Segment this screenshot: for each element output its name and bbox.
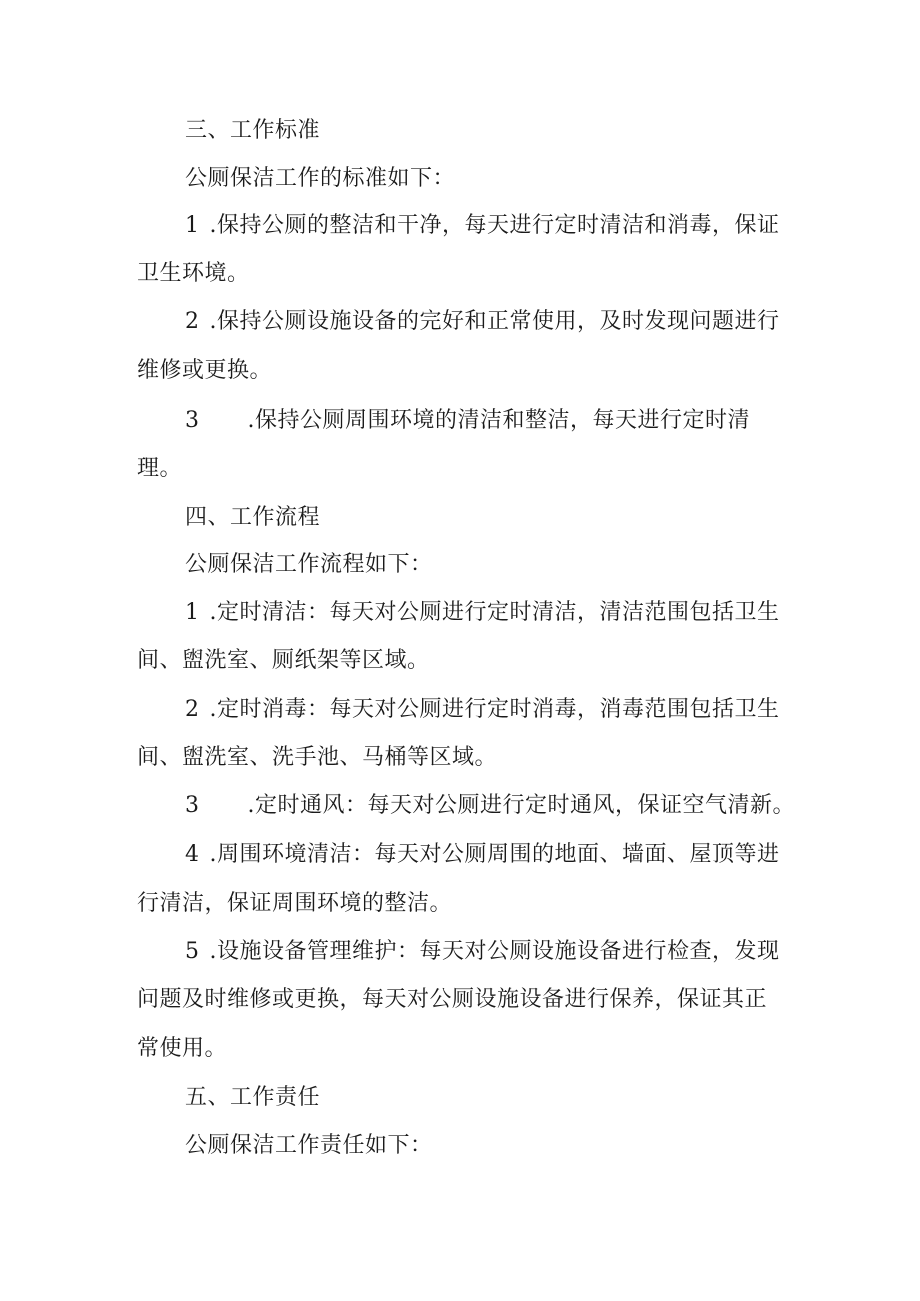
section-heading: 三、工作标准 [185, 118, 321, 143]
list-item [185, 695, 780, 725]
item-text: .设施设备管理维护：每天对公厕设施设备进行检查，发现 [209, 939, 780, 964]
list-item [185, 406, 750, 436]
item-text: .周围环境清洁：每天对公厕周围的地面、墙面、屋顶等进 [209, 842, 780, 867]
list-item [185, 937, 780, 967]
section-intro: 公厕保洁工作责任如下： [185, 1133, 433, 1158]
list-item-continuation: 常使用。 [137, 1036, 228, 1061]
list-item [185, 791, 795, 821]
item-number: 1 [185, 600, 200, 625]
item-number: 5 [185, 939, 200, 964]
list-item [185, 211, 780, 241]
item-text: .定时清洁：每天对公厕进行定时清洁，清洁范围包括卫生 [209, 600, 780, 625]
list-item-continuation: 间、盥洗室、厕纸架等区域。 [137, 648, 430, 673]
list-item [185, 307, 780, 337]
item-number: 2 [185, 309, 200, 334]
list-item [185, 840, 780, 870]
list-item-continuation: 卫生环境。 [137, 261, 250, 286]
item-number: 3 [185, 408, 200, 433]
list-item-continuation: 理。 [137, 456, 183, 481]
list-item-continuation: 维修或更换。 [137, 358, 273, 383]
section-heading: 五、工作责任 [185, 1085, 321, 1110]
section-intro: 公厕保洁工作流程如下： [185, 552, 433, 577]
list-item-continuation: 问题及时维修或更换，每天对公厕设施设备进行保养，保证其正 [137, 987, 768, 1012]
item-text: .保持公厕设施设备的完好和正常使用，及时发现问题进行 [209, 309, 780, 334]
list-item-continuation: 行清洁，保证周围环境的整洁。 [137, 891, 453, 916]
list-item [185, 598, 780, 628]
item-text: .保持公厕的整洁和干净，每天进行定时清洁和消毒，保证 [209, 213, 780, 238]
item-number: 3 [185, 793, 200, 818]
item-number: 2 [185, 697, 200, 722]
item-number: 1 [185, 213, 200, 238]
section-heading: 四、工作流程 [185, 505, 321, 530]
item-text: .定时通风：每天对公厕进行定时通风，保证空气清新。 [247, 793, 795, 818]
list-item-continuation: 间、盥洗室、洗手池、马桶等区域。 [137, 745, 498, 770]
section-intro: 公厕保洁工作的标准如下： [185, 166, 456, 191]
item-text: .保持公厕周围环境的清洁和整洁，每天进行定时清 [247, 408, 750, 433]
item-number: 4 [185, 842, 200, 867]
item-text: .定时消毒：每天对公厕进行定时消毒，消毒范围包括卫生 [209, 697, 780, 722]
